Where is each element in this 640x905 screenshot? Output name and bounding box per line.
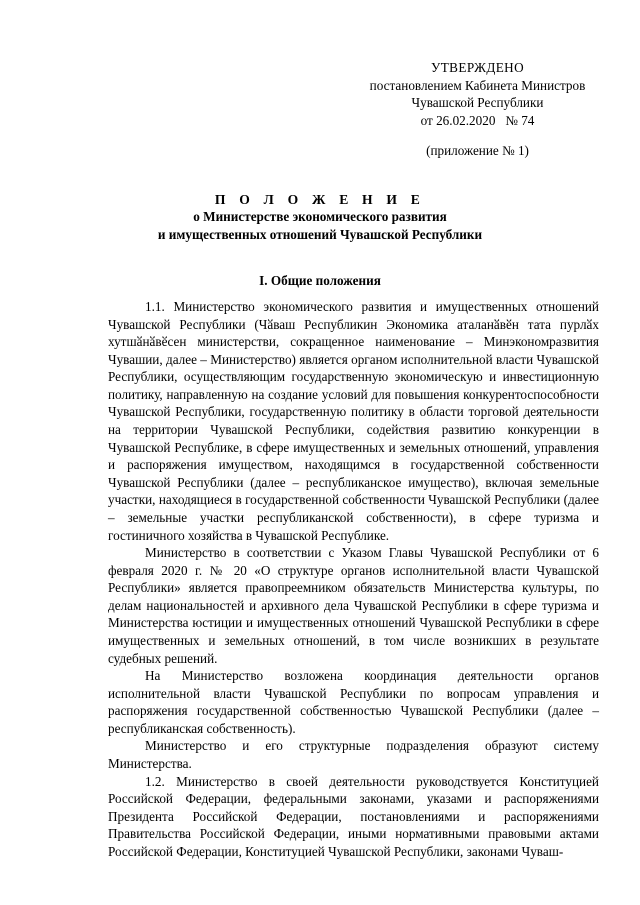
paragraph: 1.2. Министерство в своей деятельности руководствуется Конституцией Российской Федерации, федеральными законами, указами и распоряжениями Президента Российской Федерации, постановлениями и распоряжениями Правительства Российской Федерации, иными нормативными правовыми актами Российской Федерации, Конституцией Чувашской Республики, законами Чуваш- xyxy=(108,773,599,859)
document-title xyxy=(100,191,540,243)
approval-title: УТВЕРЖДЕНО xyxy=(430,60,525,75)
paragraph: 1.1. Министерство экономического развития и имущественных отношений Чувашской Республики (Чӑваш Республикин Экономика аталанӑвӗн тата пурлӑх хутшӑнӑвӗсен министерстви, сокращенное наименование – Минэкономразвития Чувашии, далее – Министерство) является органом исполнительной власти Чувашской Республики, осуществляющим государственную экономическую и инвестиционную политику, направленную на создание условий для повышения конкурентоспособности Чувашской Республики, государственную политику в области торговой деятельности на территории Чувашской Республики, содействия развитию конкуренции в Чувашской Республике, в сфере имущественных и земельных отношений, управления и распоряжения имуществом, находящимся в государственной собственности Чувашской Республики (далее – республиканское имущество), включая земельные участки, находящиеся в государственной собственности Чувашской Республики (далее – земельные участки республиканской собственности), в сфере туризма и гостиничного хозяйства в Чувашской Республике. xyxy=(108,299,599,543)
paragraph: Министерство и его структурные подразделения образуют систему Министерства. xyxy=(108,738,599,772)
paragraph: Министерство в соответствии с Указом Главы Чувашской Республики от 6 февраля 2020 г. № 20 «О структуре органов исполнительной власти Чувашской Республики» является правопреемником обязательств Министерства культуры, по делам национальностей и архивного дела Чувашской Республики в сфере туризма и Министерства юстиции и имущественных отношений Чувашской Республики в сфере имущественных и земельных отношений, в том числе возникших в результате судебных решений. xyxy=(108,545,599,666)
title-line-3: и имущественных отношений Чувашской Республики xyxy=(157,226,483,242)
title-line-2: о Министерстве экономического развития xyxy=(193,209,447,225)
appendix-note: (приложение № 1) xyxy=(426,143,529,158)
approval-date-number: от 26.02.2020 № 74 xyxy=(420,112,535,128)
paragraph: На Министерство возложена координация деятельности органов исполнительной власти Чувашской Республики по вопросам управления и распоряжения государственной собственностью Чувашской Республики (далее – республиканская собственность). xyxy=(108,668,599,736)
section-heading: I. Общие положения xyxy=(259,273,381,288)
approval-republic: Чувашской Республики xyxy=(411,95,544,111)
body-text xyxy=(108,298,599,861)
title-main: П О Л О Ж Е Н И Е xyxy=(214,192,426,207)
approval-issuer: постановлением Кабинета Министров xyxy=(369,77,586,93)
approval-stamp xyxy=(355,59,600,129)
